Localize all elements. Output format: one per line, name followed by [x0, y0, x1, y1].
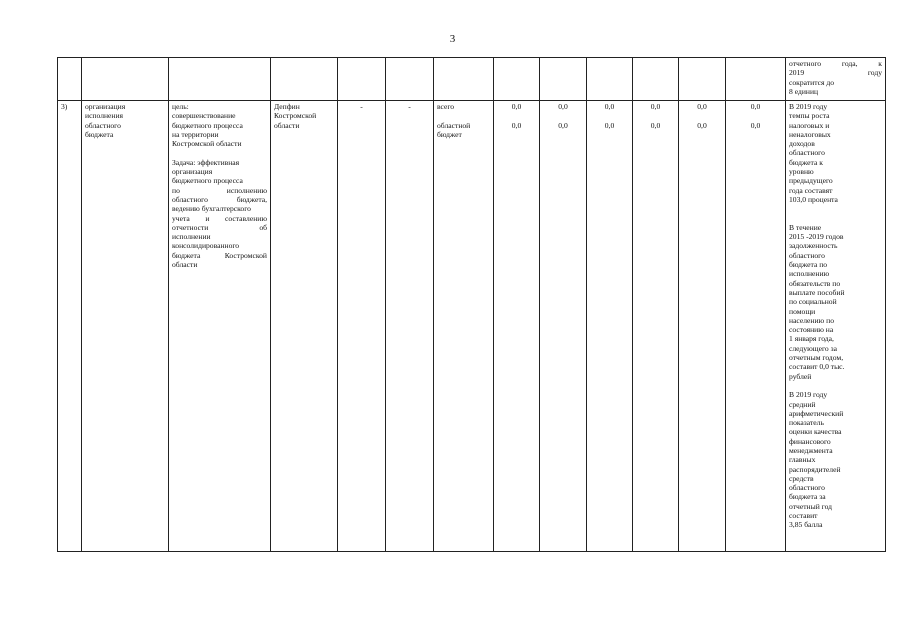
result-line: отчетного года, к	[789, 59, 882, 68]
name-line: исполнения	[85, 111, 124, 121]
name-line: областного	[85, 120, 121, 130]
result-line: распорядителей	[789, 464, 841, 474]
value-budget: 0,0	[750, 120, 761, 130]
cell-executor	[271, 101, 338, 552]
result-line: исполнению	[789, 269, 830, 279]
task-line: областного бюджета,	[172, 194, 267, 204]
result-line: менеджмента	[789, 445, 833, 455]
value-budget: 0,0	[511, 120, 522, 130]
cell-year	[679, 58, 726, 101]
result-line: состоянию на	[789, 325, 834, 335]
result-line: В 2019 году	[789, 102, 828, 111]
cell-year	[587, 58, 633, 101]
result-line: показатель	[789, 418, 824, 428]
cell-start	[338, 58, 386, 101]
value-budget: 0,0	[604, 120, 615, 130]
cell-number	[58, 58, 82, 101]
result-line: средний	[789, 399, 816, 409]
source-total: всего	[437, 102, 455, 111]
name-line: бюджета	[85, 129, 114, 139]
result-line: темпы роста	[789, 111, 830, 121]
table-row-continuation	[58, 58, 886, 101]
cell-start	[338, 101, 386, 552]
result-line: помощи	[789, 306, 816, 316]
cell-source	[434, 101, 494, 552]
cell-year	[726, 101, 786, 552]
result-line: 1 января года,	[789, 334, 834, 344]
cell-source	[434, 58, 494, 101]
result-line: рублей	[789, 371, 812, 381]
value-budget: 0,0	[697, 120, 707, 130]
goal-line: Костромской области	[172, 139, 242, 149]
result-line: предыдущего	[789, 176, 833, 186]
value-budget: 0,0	[650, 120, 661, 130]
result-line: неналоговых	[789, 129, 831, 139]
task-line: Задача: эффективная	[172, 157, 240, 167]
result-line: В 2019 году	[789, 390, 828, 400]
result-block-1	[789, 102, 882, 204]
cell-end	[386, 58, 434, 101]
result-line: В течение	[789, 222, 822, 232]
result-line: налоговых и	[789, 120, 830, 130]
cell-year	[726, 58, 786, 101]
value-total: 0,0	[650, 102, 661, 111]
value-total: 0,0	[697, 102, 707, 111]
cell-end	[386, 101, 434, 552]
cell-name	[82, 101, 169, 552]
result-line: по социальной	[789, 297, 837, 307]
result-line: следующего за	[789, 343, 837, 353]
task-line: организация	[172, 167, 213, 177]
result-line: 3,85 балла	[789, 520, 823, 530]
source-budget-line: бюджет	[437, 129, 462, 139]
result-line: года составят	[789, 185, 833, 195]
cell-year	[587, 101, 633, 552]
source-budget-line: областной	[437, 120, 471, 130]
result-line: 8 единиц	[789, 86, 819, 96]
result-line: отчетный год	[789, 501, 833, 511]
result-line: выплате пособий	[789, 287, 845, 297]
result-line: бюджета по	[789, 260, 828, 270]
name-line: организация	[85, 102, 126, 111]
cell-year	[494, 58, 540, 101]
result-line: доходов	[789, 139, 815, 149]
cell-year	[633, 58, 679, 101]
task-line: бюджета Костромской	[172, 250, 267, 260]
result-line: сократится до	[789, 77, 835, 87]
cell-goal	[169, 101, 271, 552]
task-line: учета и составлению	[172, 213, 267, 223]
start-dash: -	[360, 102, 363, 111]
value-budget: 0,0	[558, 120, 568, 130]
result-line: областного	[789, 483, 825, 493]
row-number: 3)	[61, 102, 68, 111]
result-line: задолженность	[789, 241, 838, 251]
result-line: 103,0 процента	[789, 194, 838, 204]
result-block-2	[789, 223, 882, 381]
result-line: арифметический	[789, 408, 844, 418]
result-line: финансового	[789, 436, 831, 446]
result-line: главных	[789, 455, 816, 465]
result-block-3	[789, 390, 882, 529]
cell-year	[494, 101, 540, 552]
task-line: исполнении	[172, 232, 211, 242]
task-line: отчетности об	[172, 222, 267, 232]
cell-executor	[271, 58, 338, 101]
cell-name	[82, 58, 169, 101]
cell-year	[679, 101, 726, 552]
table-row-3	[58, 101, 886, 552]
cell-goal	[169, 58, 271, 101]
program-table	[57, 57, 886, 552]
result-line: 2019 году	[789, 68, 882, 78]
value-total: 0,0	[558, 102, 568, 111]
cell-result	[786, 101, 886, 552]
executor-line: Депфин	[274, 102, 300, 111]
cell-year	[540, 58, 587, 101]
result-line: составит	[789, 511, 818, 521]
executor-line: области	[274, 120, 300, 130]
cell-result	[786, 58, 886, 101]
cell-year	[633, 101, 679, 552]
cell-number	[58, 101, 82, 552]
task-line: бюджетного процесса	[172, 176, 243, 186]
cell-year	[540, 101, 587, 552]
result-line: бюджета к	[789, 157, 823, 167]
result-line: уровню	[789, 167, 814, 177]
goal-line: цель:	[172, 102, 189, 111]
result-line: средств	[789, 473, 814, 483]
result-line: бюджета за	[789, 492, 826, 502]
result-line: областного	[789, 148, 825, 158]
result-line: составит 0,0 тыс.	[789, 362, 845, 372]
end-dash: -	[408, 102, 411, 111]
result-line: оценки качества	[789, 427, 842, 437]
result-line: 2015 -2019 годов	[789, 232, 844, 242]
executor-line: Костромской	[274, 111, 317, 121]
result-line: областного	[789, 250, 825, 260]
goal-line: бюджетного процесса	[172, 120, 243, 130]
task-line: по исполнению	[172, 185, 267, 195]
goal-line: на территории	[172, 129, 219, 139]
goal-line: совершенствование	[172, 111, 236, 121]
result-line: обязательств по	[789, 278, 841, 288]
page-number: 3	[449, 33, 456, 45]
value-total: 0,0	[750, 102, 761, 111]
value-total: 0,0	[511, 102, 522, 111]
task-line: области	[172, 260, 198, 270]
task-line: ведению бухгалтерского	[172, 204, 251, 214]
value-total: 0,0	[604, 102, 615, 111]
task-line: консолидированного	[172, 241, 240, 251]
result-line: населению по	[789, 315, 834, 325]
result-line: отчетным годом,	[789, 353, 844, 363]
